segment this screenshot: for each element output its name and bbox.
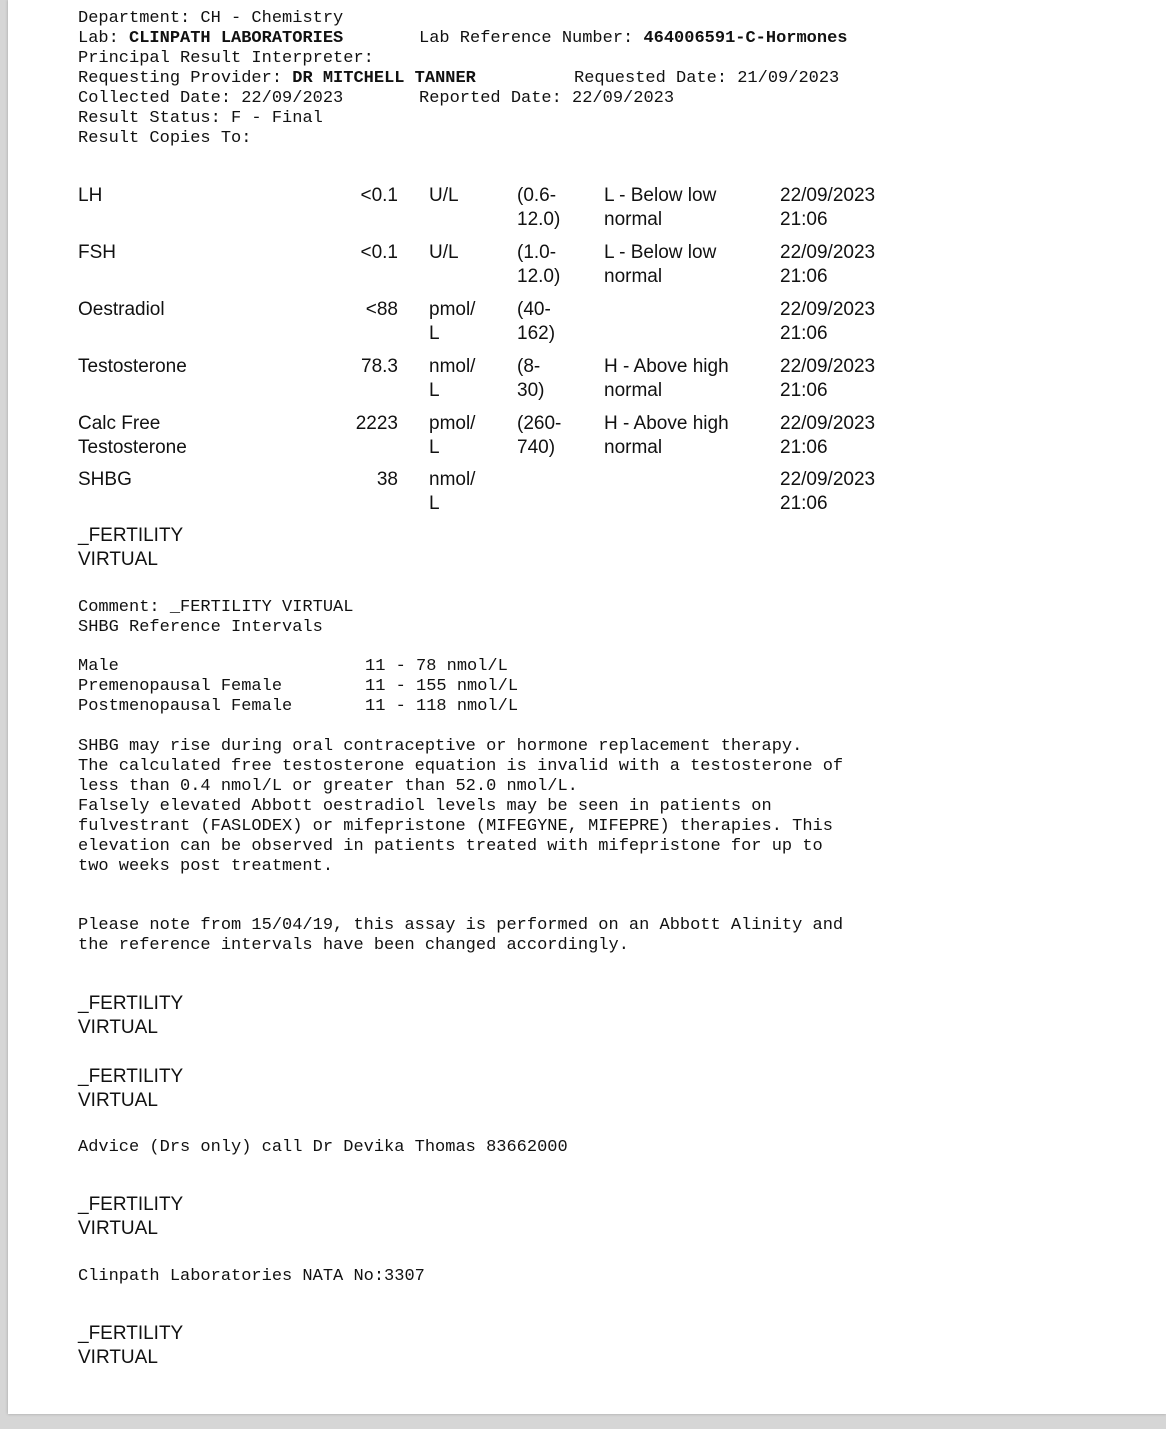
reported-date-label: Reported Date: — [419, 89, 562, 108]
test-name: Oestradiol — [78, 299, 165, 320]
table-row — [8, 184, 1166, 232]
department-line — [78, 9, 343, 29]
advice-line: Advice (Drs only) call Dr Devika Thomas 83662000 — [78, 1138, 568, 1157]
fertility-virtual-label: _FERTILITY VIRTUAL — [78, 1066, 184, 1111]
test-reference-range: (8- 30) — [517, 356, 545, 401]
test-datetime: 22/09/2023 21:06 — [780, 469, 876, 514]
department-label: Department: — [78, 9, 191, 28]
requested-date-value: 21/09/2023 — [737, 69, 840, 88]
assay-note-line: Please note from 15/04/19, this assay is performed on an Abbott Alinity and — [78, 916, 844, 935]
test-datetime: 22/09/2023 21:06 — [780, 299, 876, 344]
result-status-value: F - Final — [231, 109, 323, 128]
nata-line: Clinpath Laboratories NATA No:3307 — [78, 1267, 425, 1286]
test-name: Calc Free Testosterone — [78, 413, 187, 458]
lab-reference-value: 464006591-C-Hormones — [643, 29, 848, 48]
test-reference-range: (40- 162) — [517, 299, 556, 344]
result-status-line — [78, 109, 323, 129]
test-flag: L - Below low normal — [604, 185, 717, 230]
test-reference-range: (1.0- 12.0) — [517, 242, 561, 287]
principal-interpreter-line: Principal Result Interpreter: — [78, 49, 374, 68]
collected-date-label: Collected Date: — [78, 89, 232, 108]
table-row — [8, 355, 1166, 403]
test-flag: H - Above high normal — [604, 413, 729, 458]
test-name: LH — [78, 185, 103, 206]
note-line: SHBG may rise during oral contraceptive or hormone replacement therapy. — [78, 737, 803, 756]
shbg-intervals-heading: SHBG Reference Intervals — [78, 618, 323, 637]
test-unit: U/L — [429, 185, 459, 206]
test-reference-range: (260- 740) — [517, 413, 562, 458]
test-value: 2223 — [355, 413, 398, 434]
test-value: <88 — [365, 299, 398, 320]
test-name: Testosterone — [78, 356, 187, 377]
collected-date-line — [78, 89, 343, 109]
test-value: 78.3 — [361, 356, 398, 377]
note-line: The calculated free testosterone equation is invalid with a testosterone of — [78, 757, 844, 776]
report-page — [8, 0, 1166, 1414]
shbg-group-premenopausal: Premenopausal Female — [78, 677, 283, 696]
lab-label: Lab: — [78, 29, 119, 48]
lab-line — [78, 29, 343, 49]
shbg-range-male: 11 - 78 nmol/L — [365, 657, 508, 676]
department-value: CH - Chemistry — [200, 9, 344, 28]
lab-value: CLINPATH LABORATORIES — [129, 29, 344, 48]
test-unit: nmol/ L — [429, 469, 476, 514]
test-unit: pmol/ L — [429, 413, 476, 458]
test-name: FSH — [78, 242, 116, 263]
shbg-group-postmenopausal: Postmenopausal Female — [78, 697, 293, 716]
note-line: Falsely elevated Abbott oestradiol levels may be seen in patients on — [78, 797, 772, 816]
fertility-virtual-label: _FERTILITY VIRTUAL — [78, 525, 184, 570]
requested-date — [574, 69, 839, 89]
test-datetime: 22/09/2023 21:06 — [780, 242, 876, 287]
requested-date-label: Requested Date: — [574, 69, 728, 88]
fertility-virtual-label: _FERTILITY VIRTUAL — [78, 1323, 184, 1368]
test-unit: pmol/ L — [429, 299, 476, 344]
test-name: SHBG — [78, 469, 132, 490]
test-reference-range: (0.6- 12.0) — [517, 185, 561, 230]
result-status-label: Result Status: — [78, 109, 221, 128]
result-copies-line: Result Copies To: — [78, 129, 252, 148]
comment-heading: Comment: _FERTILITY VIRTUAL — [78, 598, 354, 617]
table-row — [8, 241, 1166, 289]
table-row — [8, 298, 1166, 346]
note-line: fulvestrant (FASLODEX) or mifepristone (MIFEGYNE, MIFEPRE) therapies. This — [78, 817, 833, 836]
test-value: <0.1 — [360, 185, 398, 206]
test-flag: L - Below low normal — [604, 242, 717, 287]
note-line: less than 0.4 nmol/L or greater than 52.0 nmol/L. — [78, 777, 578, 796]
reported-date — [419, 89, 674, 109]
shbg-range-premenopausal: 11 - 155 nmol/L — [365, 677, 519, 696]
provider-label: Requesting Provider: — [78, 69, 283, 88]
fertility-virtual-label: _FERTILITY VIRTUAL — [78, 1194, 184, 1239]
test-unit: nmol/ L — [429, 356, 476, 401]
note-line: two weeks post treatment. — [78, 857, 334, 876]
reported-date-value: 22/09/2023 — [572, 89, 675, 108]
requesting-provider-line — [78, 69, 476, 89]
test-flag: H - Above high normal — [604, 356, 729, 401]
test-datetime: 22/09/2023 21:06 — [780, 356, 876, 401]
test-datetime: 22/09/2023 21:06 — [780, 413, 876, 458]
note-line: elevation can be observed in patients treated with mifepristone for up to — [78, 837, 823, 856]
assay-note-line: the reference intervals have been changed accordingly. — [78, 936, 629, 955]
table-row — [8, 412, 1166, 460]
lab-reference — [419, 29, 848, 49]
test-datetime: 22/09/2023 21:06 — [780, 185, 876, 230]
test-value: 38 — [376, 469, 398, 490]
test-value: <0.1 — [360, 242, 398, 263]
test-unit: U/L — [429, 242, 459, 263]
fertility-virtual-label: _FERTILITY VIRTUAL — [78, 993, 184, 1038]
collected-date-value: 22/09/2023 — [241, 89, 344, 108]
shbg-range-postmenopausal: 11 - 118 nmol/L — [365, 697, 519, 716]
lab-reference-label: Lab Reference Number: — [419, 29, 634, 48]
provider-value: DR MITCHELL TANNER — [292, 69, 476, 88]
table-row — [8, 468, 1166, 516]
shbg-group-male: Male — [78, 657, 119, 676]
